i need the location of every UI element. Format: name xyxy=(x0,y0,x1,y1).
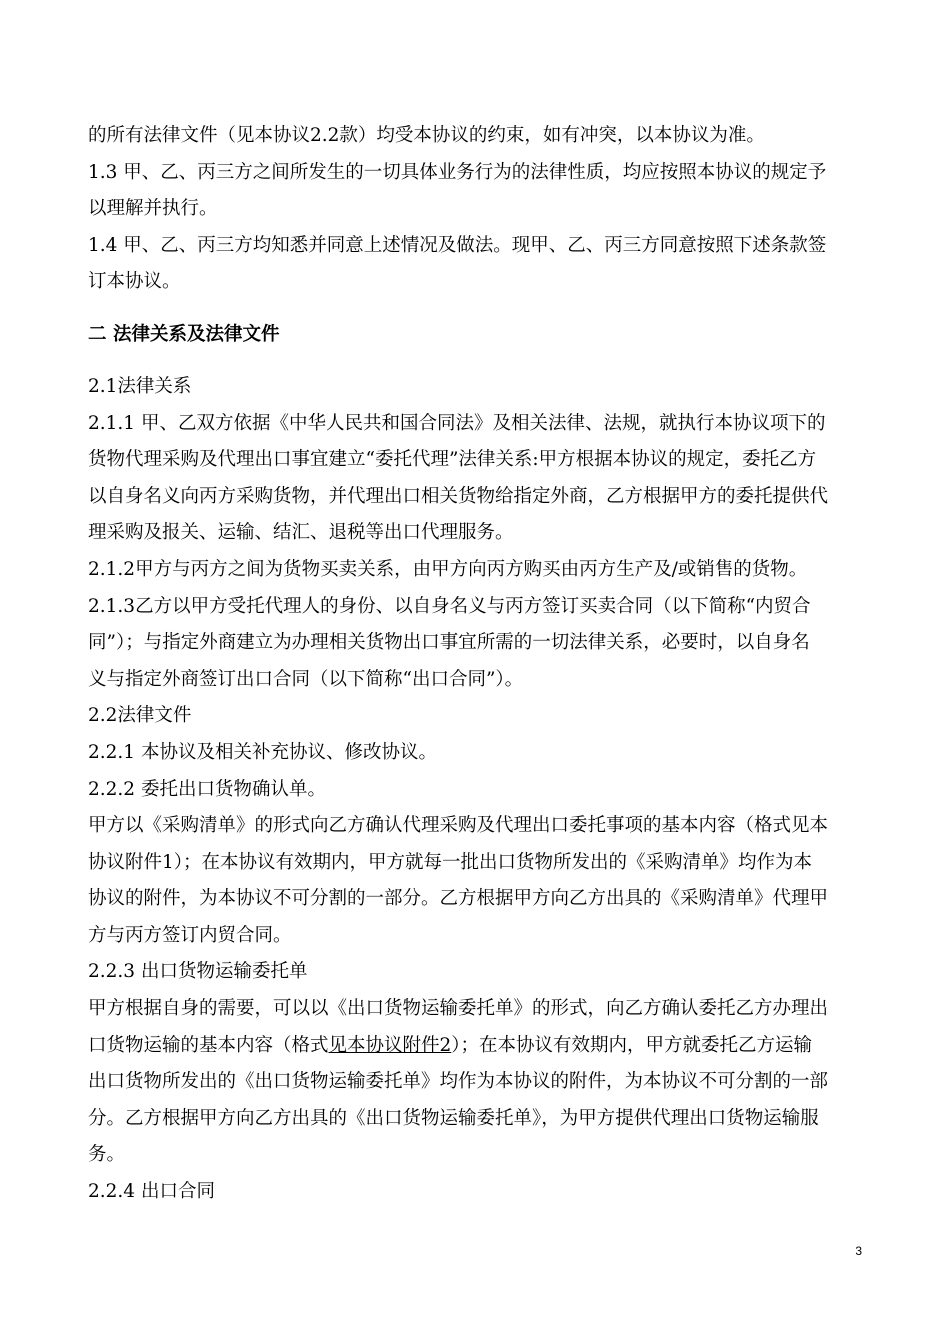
spacer xyxy=(88,353,866,369)
text-line: 1.3 甲、乙、丙三方之间所发生的一切具体业务行为的法律性质，均应按照本协议的规定予 xyxy=(88,161,827,183)
text-line: 2.1法律关系 xyxy=(88,375,192,397)
text-line: 2.2.4 出口合同 xyxy=(88,1181,215,1203)
text-line: 2.1.3乙方以甲方受托代理人的身份、以自身名义与丙方签订买卖合同（以下简称“内贸合 xyxy=(88,595,811,617)
text-line: 协议的附件，为本协议不可分割的一部分。乙方根据甲方向乙方出具的《采购清单》代理甲 xyxy=(88,888,829,910)
text-line: 甲方根据自身的需要，可以以《出口货物运输委托单》的形式，向乙方确认委托乙方办理出 xyxy=(88,998,829,1020)
text-line: 分。乙方根据甲方向乙方出具的《出口货物运输委托单》，为甲方提供代理出口货物运输服 xyxy=(88,1107,819,1129)
text-line: 2.2.1 本协议及相关补充协议、修改协议。 xyxy=(88,741,437,763)
text-line: 出口货物所发出的《出口货物运输委托单》均作为本协议的附件，为本协议不可分割的一部 xyxy=(88,1071,829,1093)
page-number: 3 xyxy=(855,1244,862,1258)
text-line: 甲方以《采购清单》的形式向乙方确认代理采购及代理出口委托事项的基本内容（格式见本 xyxy=(88,815,829,837)
text-line: 务。 xyxy=(88,1144,126,1166)
text-line: 方与丙方签订内贸合同。 xyxy=(88,924,292,946)
text-line: 以自身名义向丙方采购货物，并代理出口相关货物给指定外商，乙方根据甲方的委托提供代 xyxy=(88,485,829,507)
text-line: 1.4 甲、乙、丙三方均知悉并同意上述情况及做法。现甲、乙、丙三方同意按照下述条款签 xyxy=(88,234,827,256)
text-line: 2.2.3 出口货物运输委托单 xyxy=(88,961,308,983)
text-line: 2.2法律文件 xyxy=(88,705,192,727)
text-line: 理采购及报关、运输、结汇、退税等出口代理服务。 xyxy=(88,522,514,544)
text-line: 订本协议。 xyxy=(88,271,181,293)
document-page xyxy=(88,118,866,1211)
text-line: 2.1.2甲方与丙方之间为货物买卖关系，由甲方向丙方购买由丙方生产及/或销售的货物。 xyxy=(88,558,808,580)
spacer xyxy=(88,301,866,317)
underlined-reference: 见本协议附件2 xyxy=(328,1034,452,1056)
text-line: 义与指定外商签订出口合同（以下简称“出口合同”）。 xyxy=(88,668,524,690)
section-heading: 二 法律关系及法律文件 xyxy=(88,323,280,345)
text-line: 2.1.1 甲、乙双方依据《中华人民共和国合同法》及相关法律、法规，就执行本协议项下的 xyxy=(88,412,826,434)
text-fragment: ）；在本协议有效期内，甲方就委托乙方运输 xyxy=(451,1034,813,1056)
text-line: 货物代理采购及代理出口事宜建立“委托代理”法律关系:甲方根据本协议的规定，委托乙方 xyxy=(88,449,817,471)
text-line xyxy=(88,1028,866,1065)
text-line: 2.2.2 委托出口货物确认单。 xyxy=(88,778,326,800)
text-line: 协议附件1）；在本协议有效期内，甲方就每一批出口货物所发出的《采购清单》均作为本 xyxy=(88,851,813,873)
text-line: 的所有法律文件（见本协议2.2款）均受本协议的约束，如有冲突，以本协议为准。 xyxy=(88,125,765,146)
text-line: 同”）；与指定外商建立为办理相关货物出口事宜所需的一切法律关系，必要时，以自身名 xyxy=(88,632,810,654)
text-line: 以理解并执行。 xyxy=(88,198,218,220)
text-fragment: 口货物运输的基本内容（格式 xyxy=(88,1034,329,1056)
